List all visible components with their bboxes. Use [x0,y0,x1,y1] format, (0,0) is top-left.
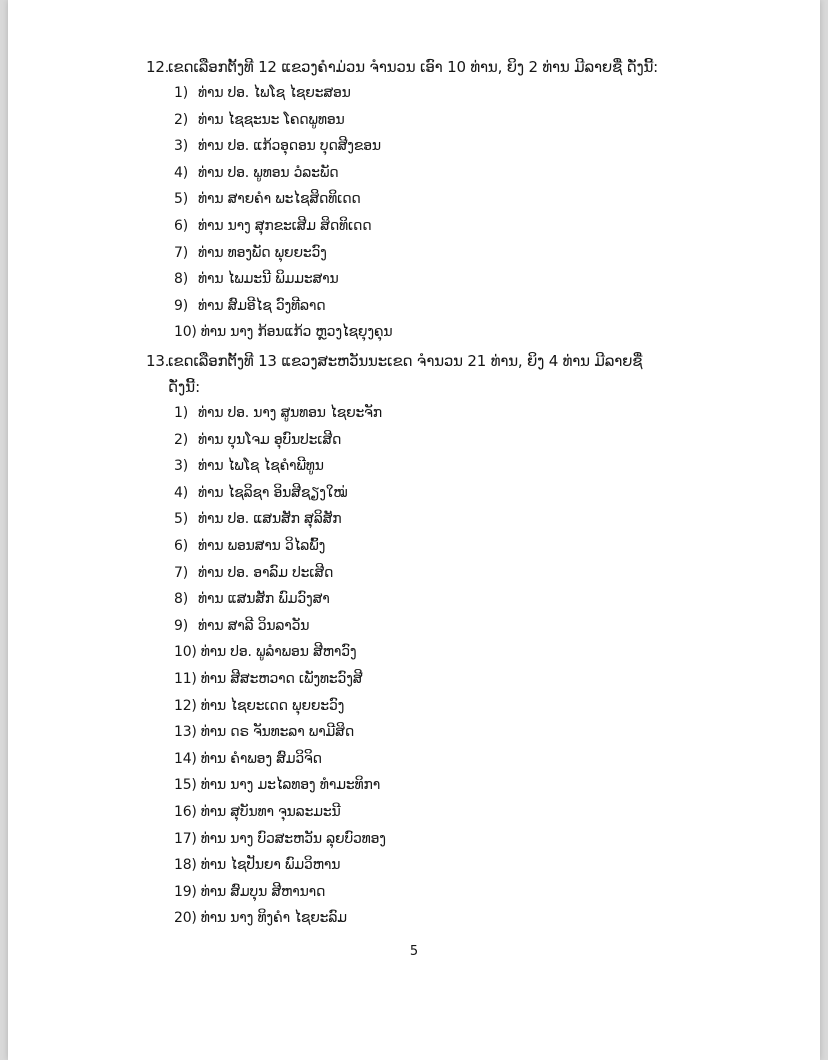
list-item-number: 11) [174,670,197,687]
list-item-name: ທ່ານ ປອ. ແສນສັກ ສຸລິສັກ [198,511,342,528]
list-item [146,879,746,906]
list-item-name: ທ່ານ ຄຳພອງ ສົມວິຈິດ [200,750,322,767]
list-item-name: ທ່ານ ໄຊລິຊາ ອິນສີຊຽງໃໝ່ [198,484,348,501]
list-item-number: 7) [174,244,188,261]
list-item [146,213,746,240]
list-item-name: ທ່ານ ສົມບຸນ ສີຫານາດ [200,883,326,900]
list-item-name: ທ່ານ ປອ. ອາລົມ ປະເສີດ [198,564,334,581]
list-item [146,293,746,320]
list-item-number: 17) [174,830,197,847]
section-13-number: 13. [146,352,170,370]
list-item-name: ທ່ານ ປອ. ແກ້ວອຸດອນ ບຸດສີງຂອນ [198,138,381,155]
list-item-number: 10) [174,644,197,661]
section-13-title: ເຂດເລືອກຕັ້ງທີ 13 ແຂວງສະຫວັນນະເຂດ ຈຳນວນ 21 ທ່ານ, ຍິງ 4 ທ່ານ ມີລາຍຊື່ [168,352,643,370]
list-item [146,453,746,480]
list-item [146,240,746,267]
list-item-name: ທ່ານ ປອ. ໄພໂຊ ໄຊຍະສອນ [198,85,351,101]
list-item-number: 16) [174,803,197,820]
list-item-number: 13) [174,724,197,741]
list-item-name: ທ່ານ ໄຊຊະນະ ໂຄດພູທອນ [198,111,345,128]
section-12-list [146,80,746,346]
list-item [146,186,746,213]
list-item-number: 9) [174,617,188,634]
list-item-name: ທ່ານ ໄຊປັນຍາ ພົມວິຫານ [200,857,341,874]
list-item [146,319,746,346]
list-item-name: ທ່ານ ສາຍຄຳ ພະໄຊສິດທິເດດ [198,191,361,208]
section-12-heading [146,54,746,80]
list-item-name: ທ່ານ ປອ. ນາງ ສູນທອນ ໄຊຍະຈັກ [198,405,382,421]
list-item-number: 19) [174,883,197,900]
list-item-name: ທ່ານ ແສນສັກ ພົມວົງສາ [198,591,330,608]
list-item [146,533,746,560]
list-item-name: ທ່ານ ໄຊຍະເດດ ພຸຍຍະວົງ [200,697,345,714]
list-item-number: 4) [174,164,188,181]
list-item-number: 15) [174,777,197,794]
list-item-number: 12) [174,697,197,714]
list-item-name: ທ່ານ ພອນສານ ວິໄລພົ້ງ [198,537,326,554]
list-item-name: ທ່ານ ສຸບັນທາ ຈຸນລະມະນີ [200,803,341,820]
list-item [146,852,746,879]
list-item [146,799,746,826]
list-item-name: ທ່ານ ນາງ ກ້ອນແກ້ວ ຫຼວງໄຊຍຸງຄຸນ [200,324,393,341]
list-item-number: 5) [174,511,188,528]
list-item-name: ທ່ານ ປອ. ພູທອນ ວໍລະພັດ [198,164,339,181]
list-item [146,427,746,454]
list-item [146,772,746,799]
list-item [146,666,746,693]
section-13-list [146,400,746,932]
list-item [146,506,746,533]
list-item-number: 1) [174,405,188,421]
list-item [146,613,746,640]
list-item-number: 2) [174,431,188,448]
list-item-name: ທ່ານ ໄພມະນີ ພິມມະສານ [198,271,339,288]
list-item [146,639,746,666]
list-item-name: ທ່ານ ປອ. ພູລໍາພອນ ສີຫາວົງ [200,644,357,661]
section-12-title: ເຂດເລືອກຕັ້ງທີ 12 ແຂວງຄຳມ່ວນ ຈຳນວນ ເອົາ 10 ທ່ານ, ຍິງ 2 ທ່ານ ມີລາຍຊື່ ດັ່ງນີ້: [168,58,659,76]
list-item-number: 8) [174,591,188,608]
section-13-heading [146,348,746,374]
list-item-name: ທ່ານ ສົມອີໄຊ ວົງທີລາດ [198,297,326,314]
list-item-number: 3) [174,458,188,475]
list-item-number: 5) [174,191,188,208]
list-item-number: 14) [174,750,197,767]
list-item [146,80,746,107]
list-item-name: ທ່ານ ນາງ ມະໄລທອງ ທຳມະທິກາ [200,777,381,794]
list-item-number: 9) [174,297,188,314]
page-number: 5 [409,944,419,959]
list-item-name: ທ່ານ ນາງ ບົວສະຫວັນ ລຸຍບົວທອງ [200,830,386,847]
section-13-title-continued: ດັ່ງນີ້: [168,378,201,396]
list-item [146,826,746,853]
list-item [146,133,746,160]
list-item-number: 7) [174,564,188,581]
list-item-number: 3) [174,138,188,155]
list-item [146,746,746,773]
list-item-name: ທ່ານ ທອງພັດ ພຸຍຍະວົງ [198,244,327,261]
list-item [146,693,746,720]
list-item-name: ທ່ານ ໄພໂຊ ໄຊຄໍາພີທູນ [198,458,324,475]
section-12 [146,54,746,346]
list-item [146,905,746,932]
section-12-number: 12. [146,58,170,76]
list-item-number: 4) [174,484,188,501]
list-item-number: 10) [174,324,197,341]
list-item [146,586,746,613]
list-item [146,266,746,293]
list-item-number: 18) [174,857,197,874]
list-item [146,480,746,507]
list-item [146,560,746,587]
list-item-number: 6) [174,217,188,234]
list-item-name: ທ່ານ ນາງ ສຸກຂະເສີມ ສິດທິເດດ [198,217,372,234]
list-item-number: 8) [174,271,188,288]
list-item-number: 20) [174,910,197,927]
list-item [146,400,746,427]
list-item-name: ທ່ານ ສີສະຫວາດ ເພັງທະວົງສີ [200,670,363,687]
list-item-number: 1) [174,85,188,101]
list-item [146,107,746,134]
list-item-name: ທ່ານ ດຣ ຈັນທະລາ ພາມີສິດ [200,724,354,741]
list-item-name: ທ່ານ ສາລີ ວິນລາວັນ [198,617,310,634]
document-page [8,0,820,1060]
list-item-number: 2) [174,111,188,128]
list-item-name: ທ່ານ ນາງ ທິງຄຳ ໄຊຍະລົມ [200,910,347,927]
section-13 [146,348,746,932]
list-item-number: 6) [174,537,188,554]
list-item [146,160,746,187]
list-item-name: ທ່ານ ບຸນໂຈມ ອຸບົນປະເສີດ [198,431,342,448]
list-item [146,719,746,746]
